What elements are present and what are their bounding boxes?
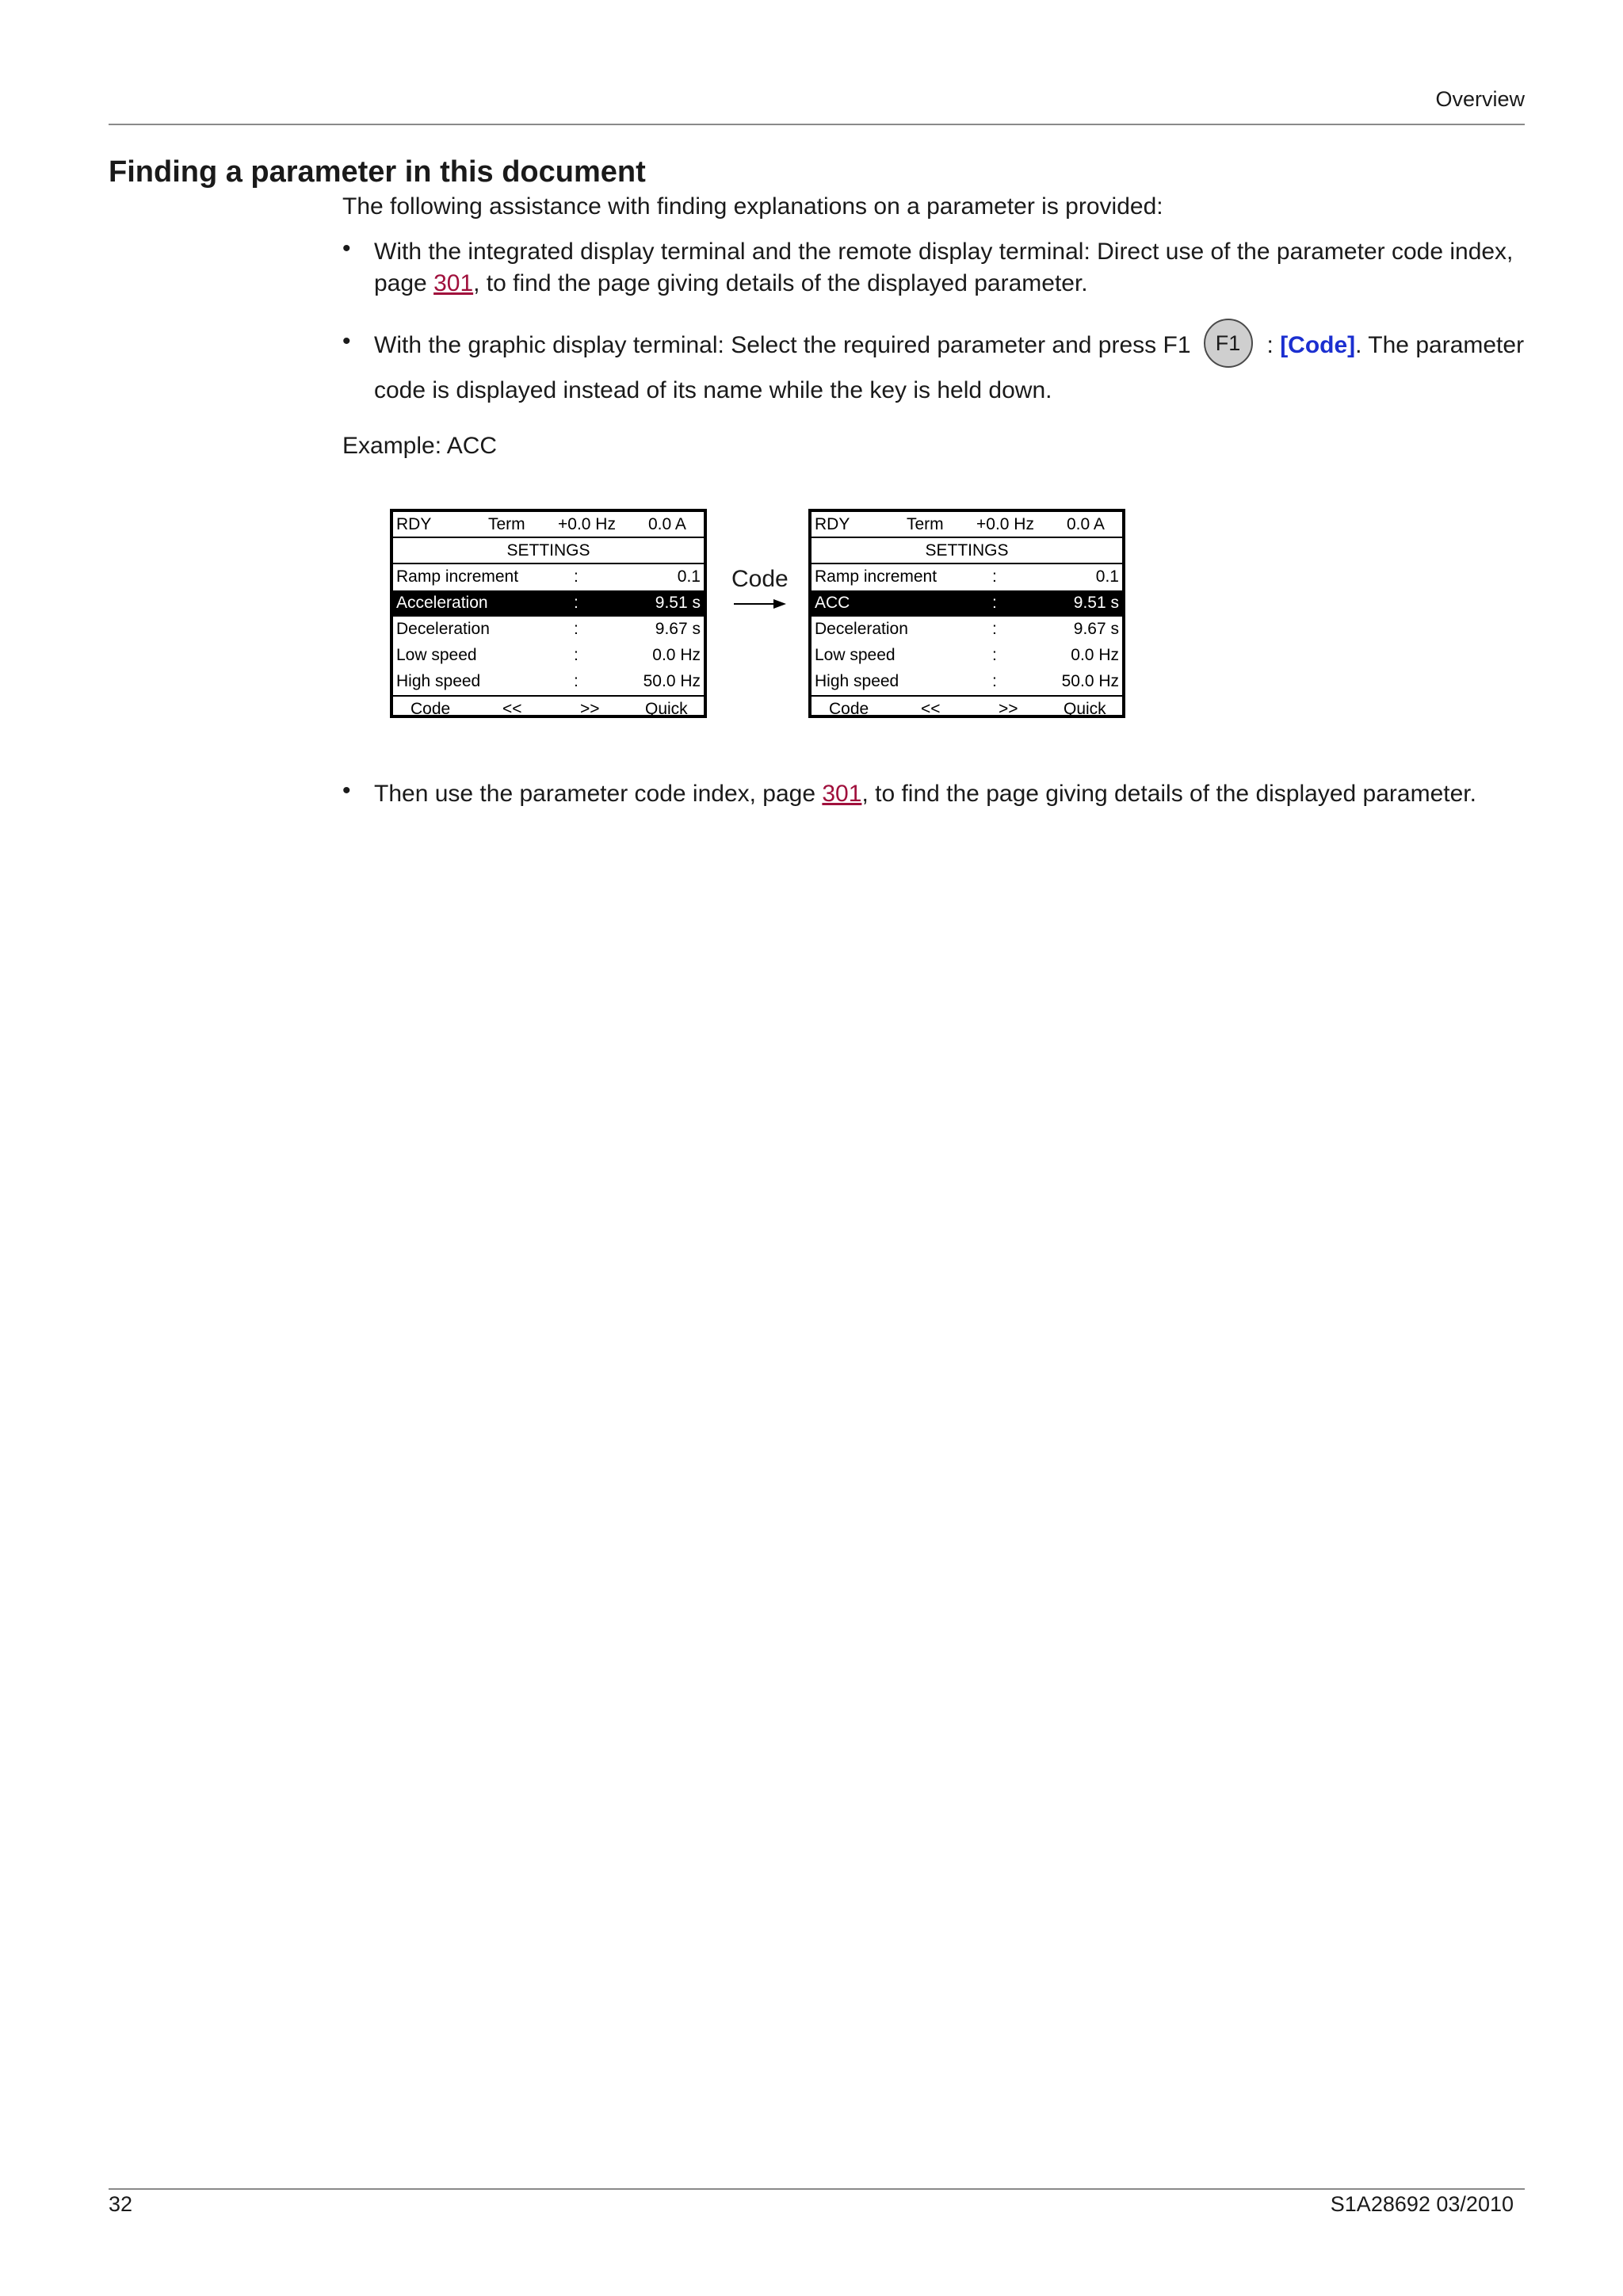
terminal-row: Ramp increment : 0.1 <box>396 567 701 586</box>
terminal-row-selected: Acceleration : 9.51 s <box>393 590 704 617</box>
bullet-text: Then use the parameter code index, page 301, to find the page giving details of the displayed parameter. <box>374 781 1476 807</box>
bullet-dot: • <box>342 328 351 354</box>
terminal-row: High speed : 50.0 Hz <box>815 672 1119 690</box>
terminal-menu-title: SETTINGS <box>812 538 1122 564</box>
page-number: 32 <box>109 2192 133 2216</box>
code-reference: [Code] <box>1280 331 1356 358</box>
page-link-301[interactable]: 301 <box>433 270 474 296</box>
terminal-display-after <box>808 509 1125 718</box>
terminal-row: High speed : 50.0 Hz <box>396 672 701 690</box>
terminal-function-keys: Code << >> Quick <box>812 695 1122 721</box>
footer-rule <box>109 2188 1525 2190</box>
document-reference: S1A28692 03/2010 <box>1330 2192 1514 2216</box>
bullet-dot: • <box>342 777 351 804</box>
page-link-301[interactable]: 301 <box>822 781 862 807</box>
header-rule <box>109 124 1525 125</box>
f1-key-icon: F1 <box>1204 319 1253 368</box>
terminal-row-selected: ACC : 9.51 s <box>812 590 1122 617</box>
example-label: Example: ACC <box>342 433 498 459</box>
terminal-status-bar: RDY Term +0.0 Hz 0.0 A <box>393 512 704 538</box>
section-title: Finding a parameter in this document <box>109 155 646 189</box>
terminal-row: Low speed : 0.0 Hz <box>396 646 701 664</box>
bullet-dot: • <box>342 235 351 262</box>
intro-text: The following assistance with finding explanations on a parameter is provided: <box>342 193 1163 220</box>
arrow-right-icon <box>734 596 786 612</box>
terminal-row: Deceleration : 9.67 s <box>815 620 1119 638</box>
bullet-text: With the graphic display terminal: Select the required parameter and press F1 F1 : [Code]. The parameter code is displayed instead of its name while the key is held down. <box>374 322 1531 411</box>
terminal-status-bar: RDY Term +0.0 Hz 0.0 A <box>812 512 1122 538</box>
transition-label: Code <box>731 566 789 592</box>
terminal-display-before <box>390 509 707 718</box>
terminal-menu-title: SETTINGS <box>393 538 704 564</box>
terminal-row: Ramp increment : 0.1 <box>815 567 1119 586</box>
terminal-function-keys: Code << >> Quick <box>393 695 704 721</box>
terminal-row: Low speed : 0.0 Hz <box>815 646 1119 664</box>
bullet-text: With the integrated display terminal and the remote display terminal: Direct use of the parameter code index, page 301, to find the page giving details of the displayed parameter. <box>374 239 1514 296</box>
header-section-label: Overview <box>1435 87 1525 111</box>
terminal-row: Deceleration : 9.67 s <box>396 620 701 638</box>
